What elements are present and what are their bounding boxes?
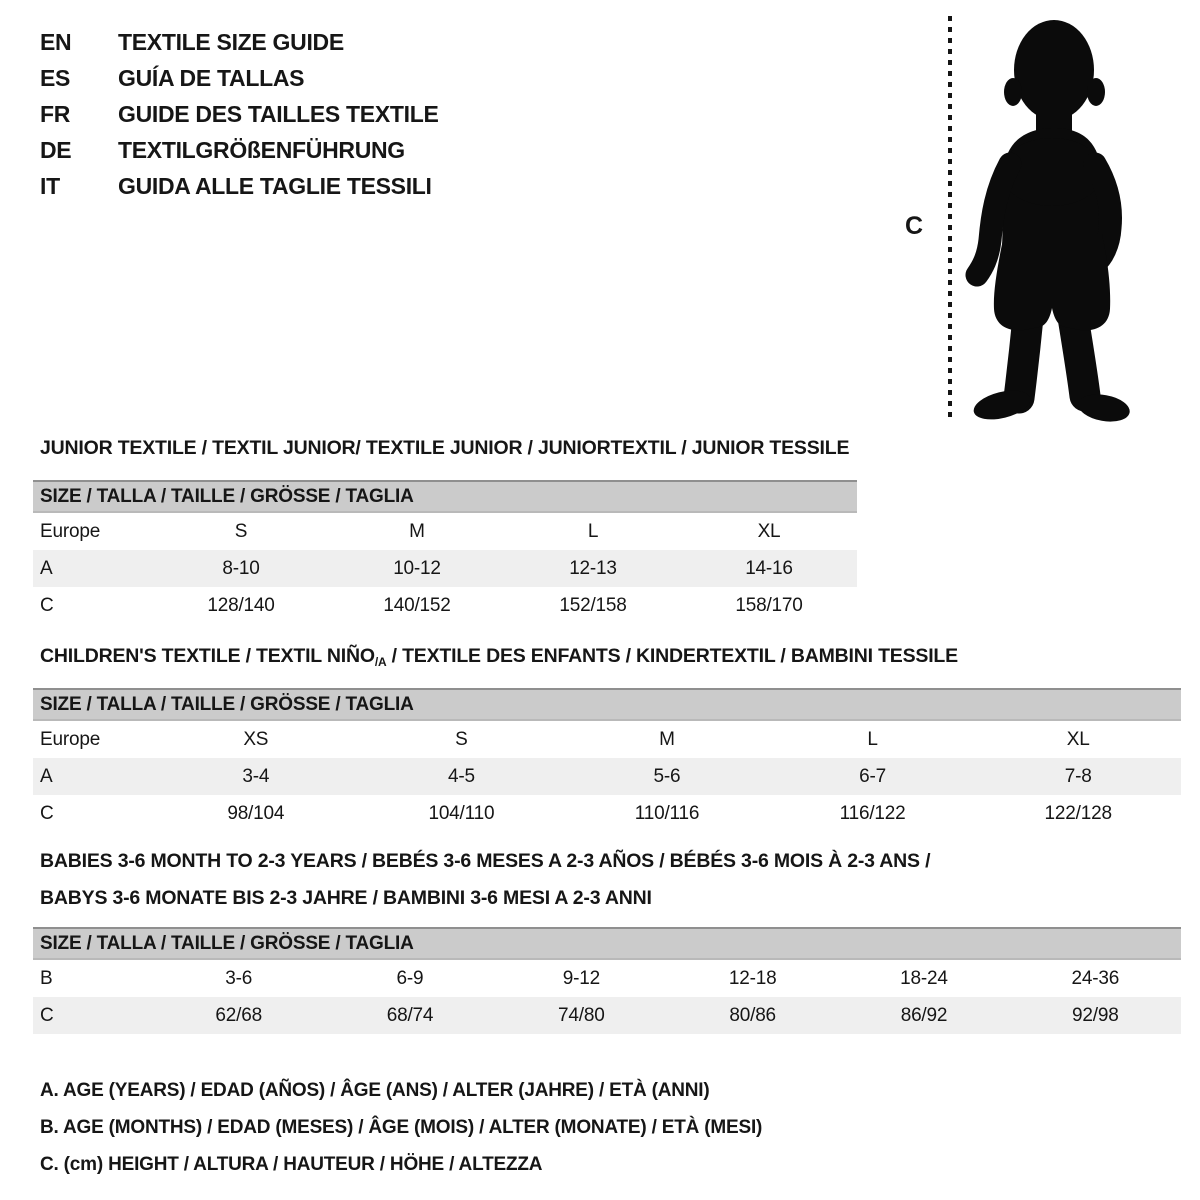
guide-title: GUÍA DE TALLAS — [118, 64, 305, 91]
language-code: IT — [40, 172, 60, 199]
cell: 12-18 — [728, 967, 777, 989]
language-row-fr — [40, 96, 439, 132]
table-row-europe — [33, 513, 857, 550]
language-row-de — [40, 132, 439, 168]
row-label: B — [40, 967, 53, 989]
children-heading-suffix: / TEXTILE DES ENFANTS / KINDERTEXTIL / BAMBINI TESSILE — [386, 645, 958, 667]
junior-section-heading: JUNIOR TEXTILE / TEXTIL JUNIOR/ TEXTILE JUNIOR / JUNIORTEXTIL / JUNIOR TESSILE — [40, 437, 850, 459]
row-label: Europe — [40, 520, 101, 542]
row-label: C — [40, 1004, 54, 1026]
cell: 92/98 — [1072, 1004, 1119, 1026]
cell: 152/158 — [559, 594, 627, 616]
cell: 14-16 — [745, 557, 793, 579]
table-row-height — [33, 997, 1181, 1034]
table-row-age-months — [33, 960, 1181, 997]
cell: 104/110 — [428, 802, 495, 824]
children-heading-prefix: CHILDREN'S TEXTILE / TEXTIL NIÑO — [40, 645, 375, 667]
table-row-height — [33, 587, 857, 624]
cell: 116/122 — [839, 802, 906, 824]
cell: S — [234, 520, 248, 542]
cell: XL — [1066, 728, 1090, 750]
guide-title: GUIDA ALLE TAGLIE TESSILI — [118, 172, 432, 199]
cell: 18-24 — [900, 967, 948, 989]
height-measure-label: C — [905, 212, 924, 240]
measurement-legend — [40, 1072, 762, 1183]
cell: 3-6 — [225, 967, 253, 989]
cell: 6-9 — [396, 967, 424, 989]
cell: 80/86 — [729, 1004, 776, 1026]
cell: 74/80 — [558, 1004, 605, 1026]
cell: 158/170 — [735, 594, 803, 616]
language-row-en — [40, 24, 439, 60]
cell: S — [455, 728, 468, 750]
language-row-es — [40, 60, 439, 96]
cell: 9-12 — [562, 967, 600, 989]
children-size-table — [33, 688, 1181, 832]
size-header-bar: SIZE / TALLA / TAILLE / GRÖSSE / TAGLIA — [33, 688, 1181, 721]
cell: 140/152 — [383, 594, 451, 616]
table-row-height — [33, 795, 1181, 832]
cell: 128/140 — [207, 594, 275, 616]
cell: 86/92 — [900, 1004, 948, 1026]
size-header-bar: SIZE / TALLA / TAILLE / GRÖSSE / TAGLIA — [33, 480, 857, 513]
cell: 98/104 — [227, 802, 285, 824]
cell: 4-5 — [447, 765, 475, 787]
cell: 68/74 — [386, 1004, 434, 1026]
junior-table — [33, 513, 857, 624]
cell: 62/68 — [215, 1004, 262, 1026]
cell: L — [587, 520, 599, 542]
cell: 3-4 — [242, 765, 270, 787]
cell: XL — [757, 520, 781, 542]
row-label: A — [40, 557, 53, 579]
language-code: DE — [40, 136, 72, 163]
cell: M — [409, 520, 425, 542]
row-label: C — [40, 594, 54, 616]
cell: 24-36 — [1071, 967, 1120, 989]
size-header-bar: SIZE / TALLA / TAILLE / GRÖSSE / TAGLIA — [33, 927, 1181, 960]
cell: 6-7 — [859, 765, 887, 787]
cell: XS — [243, 728, 269, 750]
language-code: FR — [40, 100, 71, 127]
row-label: Europe — [40, 728, 101, 750]
children-table — [33, 721, 1181, 832]
babies-size-table — [33, 927, 1181, 1034]
babies-heading-line1: BABIES 3-6 MONTH TO 2-3 YEARS / BEBÉS 3-6 MESES A 2-3 AÑOS / BÉBÉS 3-6 MOIS À 2-3 ANS / — [40, 850, 931, 872]
toddler-silhouette-icon — [952, 12, 1144, 422]
children-section-heading — [40, 645, 958, 668]
cell: 12-13 — [569, 557, 617, 579]
guide-title: GUIDE DES TAILLES TEXTILE — [118, 100, 439, 127]
children-heading-sub: /A — [374, 655, 387, 669]
babies-section-heading — [40, 843, 930, 917]
cell: 5-6 — [653, 765, 681, 787]
table-row-europe — [33, 721, 1181, 758]
language-code: ES — [40, 64, 71, 91]
language-row-it — [40, 168, 439, 204]
guide-title: TEXTILE SIZE GUIDE — [118, 28, 344, 55]
row-label: A — [40, 765, 53, 787]
table-row-age — [33, 758, 1181, 795]
cell: 122/128 — [1044, 802, 1112, 824]
legend-line-a: A. AGE (YEARS) / EDAD (AÑOS) / ÂGE (ANS) / ALTER (JAHRE) / ETÀ (ANNI) — [40, 1080, 710, 1101]
cell: 10-12 — [393, 557, 441, 579]
table-row-age — [33, 550, 857, 587]
guide-title: TEXTILGRÖßENFÜHRUNG — [118, 136, 405, 163]
language-title-list — [40, 24, 439, 204]
legend-line-c: C. (cm) HEIGHT / ALTURA / HAUTEUR / HÖHE / ALTEZZA — [40, 1154, 543, 1175]
cell: 110/116 — [634, 802, 700, 824]
row-label: C — [40, 802, 54, 824]
junior-size-table — [33, 480, 857, 624]
cell: M — [659, 728, 675, 750]
babies-table — [33, 960, 1181, 1034]
babies-heading-line2: BABYS 3-6 MONATE BIS 2-3 JAHRE / BAMBINI 3-6 MESI A 2-3 ANNI — [40, 887, 652, 909]
height-dashed-line — [948, 16, 952, 418]
language-code: EN — [40, 28, 72, 55]
cell: 8-10 — [222, 557, 260, 579]
cell: L — [867, 728, 878, 750]
cell: 7-8 — [1064, 765, 1092, 787]
legend-line-b: B. AGE (MONTHS) / EDAD (MESES) / ÂGE (MOIS) / ALTER (MONATE) / ETÀ (MESI) — [40, 1117, 763, 1138]
